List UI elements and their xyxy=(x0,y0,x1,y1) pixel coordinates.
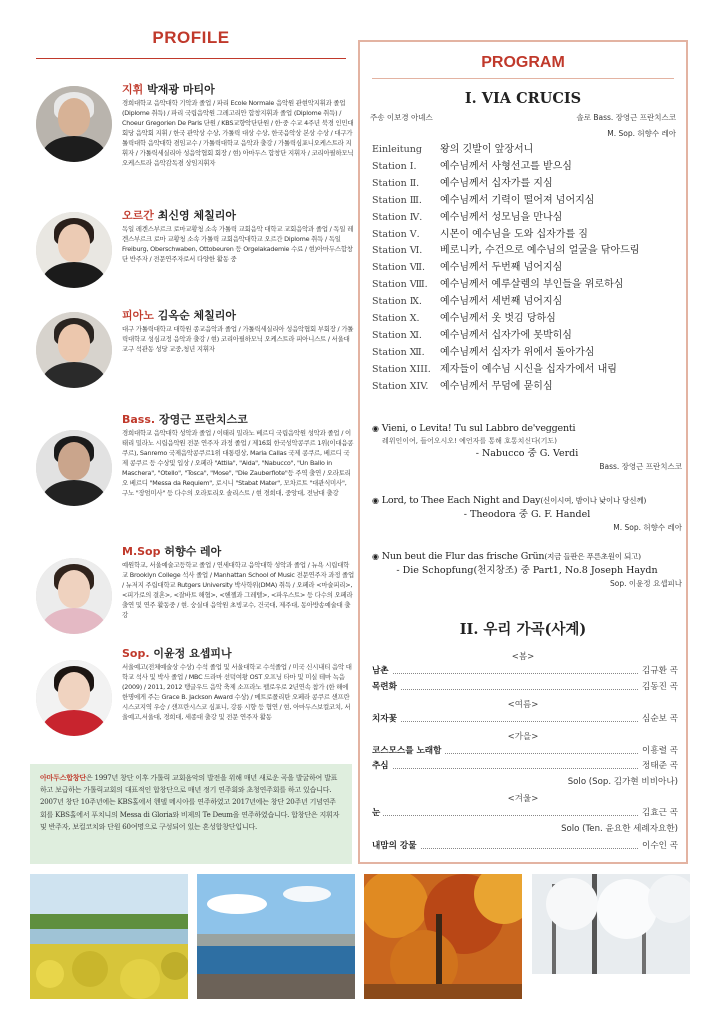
person-bio: 서울예고(전체예술상 수상) 수석 졸업 및 서울대학교 수석졸업 / 미국 신시내티 음악 대학교 석사 및 박사 졸업 / MBC 드라마 선덕여왕 OST 오프닝 타마 및 미실 테마 녹음(2009) / 2011, 2012 탱글우드 음악 축제 소프라노 펠로우로 2년연속 참가 (한 해에 한명에게 주는 Grace B. Jackson Award 수상) / 메트로폴리탄 오페라 콩쿠르 샌프란시스코지역 우승 / 샌프란시스코 심포니, 강릉 시향 등 협연 / 현, 아마두스보컬코치, 서울예고,서울대, 경희대, 세종대 출강 및 전문 연주자 활동 xyxy=(122,663,352,721)
song-title: 치자꽃 xyxy=(372,712,400,726)
station-text: 예수님께서 십자가 위에서 돌아가심 xyxy=(440,346,595,358)
bullet-icon: ◉ xyxy=(372,424,379,433)
station-row xyxy=(372,176,682,193)
section-title-via-crucis: I. VIA CRUCIS xyxy=(464,90,582,107)
station-row xyxy=(372,142,682,159)
person-role: Sop. xyxy=(122,647,150,660)
aria-performer: Bass. 장영근 프란치스코 xyxy=(599,462,682,471)
program-box xyxy=(358,40,688,864)
aria-item xyxy=(372,550,682,590)
aria-item xyxy=(372,422,682,473)
song-row xyxy=(372,680,678,694)
person-name: 김옥순 체칠리아 xyxy=(157,309,236,322)
season-label: <여름> xyxy=(507,700,539,710)
bullet-icon: ◉ xyxy=(372,496,379,505)
station-text: 예수님께서 사형선고를 받으심 xyxy=(440,160,572,172)
aria-subtitle: (신이시여, 밤이나 낮이나 당신께) xyxy=(540,496,647,505)
person-bio: 경희대학교 음악대학 성악과 졸업 / 이태리 밀라노 베르디 국립음악원 성악과 졸업 / 이태리 밀라노 시립음악원 전문 연주자 과정 졸업 / 제16회 한국성악콩쿠르 1위(이대음콩쿠르), Sanremo 국제음악콩쿠르1위 대통령상, Maria Callas 국제 콩쿠르, 베르디 국제 콩쿠르 등 수상및 입상 / 오페라 "Attila", "Aida", "Nabucco", "Un Ballo in Maschera", "Otello", "Tosca", "Mose", "Die Zauberflote"등 주역 출연 / 오라토리오 베르디 "Messa da Requiem", 로시니 "Stabat Mater", 모차르트 "대관식미사", 구노 "장엄미사" 등 다수의 오라토리오 솔리스트 / 현 경희대, 중앙대, 전남대 출강 xyxy=(122,429,354,497)
choir-intro-text: 은 1997년 창단 이후 가톨릭 교회음악의 발전을 위해 매년 새로운 곡을 발굴하여 발표하고 보급하는 가톨릭교회의 대표적인 합창단으로 매년 정기 연주회와 초청연주회를 하고 있습니다. 2007년 창단 10주년에는 KBS홀에서 헨델 메시아를 연주하였고 2017년에는 창단 20주년 기념연주회를 KBS홀에서 푸치니의 Messa di Gloria와 비제의 Te Deum을 연주하였습니다. 합창단은 지휘자 및 반주자, 보컬코치와 단원 60여명으로 구성되어 있는 혼성합창단입니다. xyxy=(40,774,340,831)
aria-title: Vieni, o Levita! Tu sul Labbro de'veggenti xyxy=(381,423,576,434)
season-photo-strip xyxy=(30,874,690,999)
mezzo-soprano-photo xyxy=(36,558,112,634)
profile-title-divider xyxy=(36,58,346,59)
station-label: Station Ⅹ. xyxy=(372,313,420,324)
person-role: Bass. xyxy=(122,413,156,426)
song-solo-credit: Solo (Sop. 김가현 비비아나) xyxy=(567,777,678,787)
station-row xyxy=(372,294,682,311)
profile-title: PROFILE xyxy=(152,28,230,47)
soprano-photo xyxy=(36,660,112,736)
aria-performer: M. Sop. 허향수 레아 xyxy=(613,523,682,532)
station-row xyxy=(372,362,682,379)
aria-korean: 레위인이여, 들어오시오! 예언자를 통해 호통치신다(기도) xyxy=(382,437,557,445)
station-label: Station Ⅷ. xyxy=(372,279,428,291)
song-composer: 이수인 곡 xyxy=(639,839,678,853)
spring-field-photo xyxy=(30,874,188,999)
station-label: Station Ⅰ. xyxy=(372,160,417,172)
person-bio: 독일 레겐스부르크 로마교황청 소속 가톨릭 교회음악 대학교 교회음악과 졸업 / 독일 레겐스부르크 로마 교황청 소속 가톨릭 교회음악대학교 오르간 Diplome 취득 / 독일 Freiburg, Oberschwaben, Ottobeuren 등 Orgelakademie 수료 / 현)아마두스합창단 반주자 / 전문연주자로서 다양한 활동 중 xyxy=(122,225,354,263)
station-label: Station Ⅲ. xyxy=(372,194,422,206)
station-label: Station Ⅺ. xyxy=(372,329,422,341)
station-text: 예수님께서 무덤에 묻히심 xyxy=(440,380,553,392)
person-role: 지휘 xyxy=(122,83,144,96)
person-bio: 대구 가톨릭대학교 대학원 종교음악과 졸업 / 가톨릭세실리아 성음악협회 부회장 / 가톨릭대학교 성심교정 음악과 출강 / 현) 코리아필하모닉 오케스트라 피아니스트 / 서울대교구 석관동 성당 교중,청년 지휘자 xyxy=(122,325,354,353)
aria-item xyxy=(372,494,682,534)
station-label: Station Ⅻ. xyxy=(372,346,425,358)
song-composer: 심순보 곡 xyxy=(639,712,678,726)
station-row xyxy=(372,345,682,362)
station-row xyxy=(372,311,682,328)
station-text: 예수님께서 십자가에 못박히심 xyxy=(440,329,572,341)
song-title: 코스모스를 노래함 xyxy=(372,744,444,758)
station-text: 예수님께서 성모님을 만나심 xyxy=(440,211,563,223)
station-row xyxy=(372,227,682,244)
person-name: 박재광 마티아 xyxy=(147,83,215,96)
station-label: Station Ⅵ. xyxy=(372,245,423,257)
aria-title: Lord, to Thee Each Night and Day xyxy=(381,495,541,506)
station-label: Station XIV. xyxy=(372,380,429,392)
station-label: Station Ⅳ. xyxy=(372,211,423,223)
song-row xyxy=(372,839,678,853)
song-title: 목련화 xyxy=(372,680,400,694)
station-row xyxy=(372,379,682,396)
station-text: 베로니카, 수건으로 예수님의 얼굴을 닦아드림 xyxy=(440,245,640,257)
person-role: 피아노 xyxy=(122,309,154,322)
season-label: <봄> xyxy=(511,652,535,662)
station-row xyxy=(372,328,682,345)
aria-subtitle: (지금 들판은 푸른초원이 되고) xyxy=(544,552,641,561)
station-label: Station Ⅱ. xyxy=(372,177,420,189)
song-composer: 김규환 곡 xyxy=(639,664,678,678)
song-row xyxy=(372,664,678,678)
solo-credit: 솔로 Bass. 장영근 프란치스코 xyxy=(576,113,676,122)
station-text: 예수님께서 예루살렘의 부인들을 위로하심 xyxy=(440,279,624,291)
song-title: 눈 xyxy=(372,806,383,820)
station-row xyxy=(372,277,682,294)
aria-composer: - Die Schopfung(천지창조) 중 Part1, No.8 Joseph Haydn xyxy=(396,565,658,576)
station-label: Station Ⅸ. xyxy=(372,296,422,308)
organist-photo xyxy=(36,212,112,288)
song-row xyxy=(372,712,678,726)
winter-snow-photo xyxy=(532,874,690,999)
aria-composer: - Nabucco 중 G. Verdi xyxy=(475,448,579,459)
station-text: 예수님께서 옷 벗김 당하심 xyxy=(440,313,556,324)
solo-credit-2: M. Sop. 허향수 레아 xyxy=(607,129,676,138)
song-composer: 김동진 곡 xyxy=(639,680,678,694)
station-text: 예수님께서 기력이 떨어져 넘어지심 xyxy=(440,194,595,206)
person-name: 허향수 레아 xyxy=(164,545,222,558)
season-label: <가을> xyxy=(507,732,539,742)
conductor-photo xyxy=(36,86,112,162)
aria-composer: - Theodora 중 G. F. Handel xyxy=(463,509,591,520)
season-label: <겨울> xyxy=(507,794,539,804)
station-row xyxy=(372,210,682,227)
summer-beach-photo xyxy=(197,874,355,999)
bullet-icon: ◉ xyxy=(372,552,379,561)
song-row xyxy=(372,806,678,820)
station-row xyxy=(372,159,682,176)
person-name: 이윤정 요셉피나 xyxy=(153,647,232,660)
station-label: Station Ⅶ. xyxy=(372,262,425,274)
song-row xyxy=(372,759,678,773)
song-row xyxy=(372,744,678,758)
station-row xyxy=(372,243,682,260)
profile-column xyxy=(30,28,352,864)
aria-performer: Sop. 이윤정 요셉피나 xyxy=(610,579,682,588)
song-composer: 김효근 곡 xyxy=(639,806,678,820)
person-bio: 경희대학교 음악대학 기악과 졸업 / 파리 Ecole Normale 음악원 관현악지휘과 졸업 (Diplome 취득) / 파리 국립음악원 그레고리안 합창지휘과 졸업 (Diplome 취득) / Choeur Gregorien De Paris 단원 / KBS교향악단단원 / 한·중 수교 4주년 북경 인민대회당 음악회 지휘 / 한국 관악상 수상, 가톨릭 대상 수상, 한국음악상 본상 수상 / 대구가톨릭대학 음악대학 겸임교수 / 가톨릭대학교 음악과 출강 / 가톨릭심포니오케스트라 지휘자 / 가톨릭세실리아 성음악협회 회장 / 현) 아마두스 합창단 지휘자 / 코리아필하모닉오케스트라 음악감독겸 상임지휘자 xyxy=(122,99,354,167)
section-title-korean-songs: II. 우리 가곡(사계) xyxy=(459,621,587,638)
person-role: M.Sop xyxy=(122,545,161,558)
song-title: 추심 xyxy=(372,759,392,773)
program-title-divider xyxy=(372,78,674,79)
station-text: 예수님께서 십자가를 지심 xyxy=(440,177,553,189)
person-name: 장영근 프란치스코 xyxy=(158,413,248,426)
bass-singer-photo xyxy=(36,430,112,506)
person-bio: 예원학교, 서울예술고등학교 졸업 / 연세대학교 음악대학 성악과 졸업 / 뉴욕 시립대학교 Brooklyn College 석사 졸업 / Manhattan School of Music 전문연주자 과정 졸업 / 뉴저지 주립대학교 Rutgers University 박사학위(DMA) 취득 / 오페라 <마술피리>, <피가로의 결혼>, <잘바트 해협>, <헨젤과 그레텔>, <파우스트> 등 다수의 오페라 출연 및 연주 활동중 / 현. 숭실대 음악원 초빙교수, 건국대, 제주대, 동아방송예술대 출강 xyxy=(122,561,354,619)
aria-title: Nun beut die Flur das frische Grün xyxy=(381,551,545,562)
station-row xyxy=(372,260,682,277)
choir-name: 아마두스합창단 xyxy=(40,773,86,782)
station-text: 시몬이 예수님을 도와 십자가를 짐 xyxy=(440,228,588,240)
section1-performers-row xyxy=(370,112,676,123)
program-title: PROGRAM xyxy=(481,54,565,71)
station-text: 예수님께서 두번째 넘어지심 xyxy=(440,262,563,274)
song-composer: 정태준 곡 xyxy=(639,759,678,773)
station-label: Einleitung xyxy=(372,144,422,155)
station-text: 예수님께서 세번째 넘어지심 xyxy=(440,296,563,308)
choir-intro-box xyxy=(30,764,352,864)
autumn-trees-photo xyxy=(364,874,522,999)
station-label: Station Ⅴ. xyxy=(372,228,420,240)
person-name: 최신영 체칠리아 xyxy=(157,209,236,222)
song-title: 내맘의 강물 xyxy=(372,839,420,853)
station-row xyxy=(372,193,682,210)
song-composer: 이흥렬 곡 xyxy=(639,744,678,758)
song-title: 남촌 xyxy=(372,664,392,678)
pianist-photo xyxy=(36,312,112,388)
cantor-credit: 주송 이보경 아녜스 xyxy=(370,113,433,122)
song-solo-credit: Solo (Ten. 윤요한 세례자요한) xyxy=(561,824,678,834)
station-text: 제자들이 예수님 시신을 십자가에서 내림 xyxy=(440,363,617,375)
station-label: Station XIII. xyxy=(372,363,431,375)
section1-performers-row2 xyxy=(370,128,676,139)
person-role: 오르간 xyxy=(122,209,154,222)
station-text: 왕의 깃발이 앞장서니 xyxy=(440,144,534,155)
